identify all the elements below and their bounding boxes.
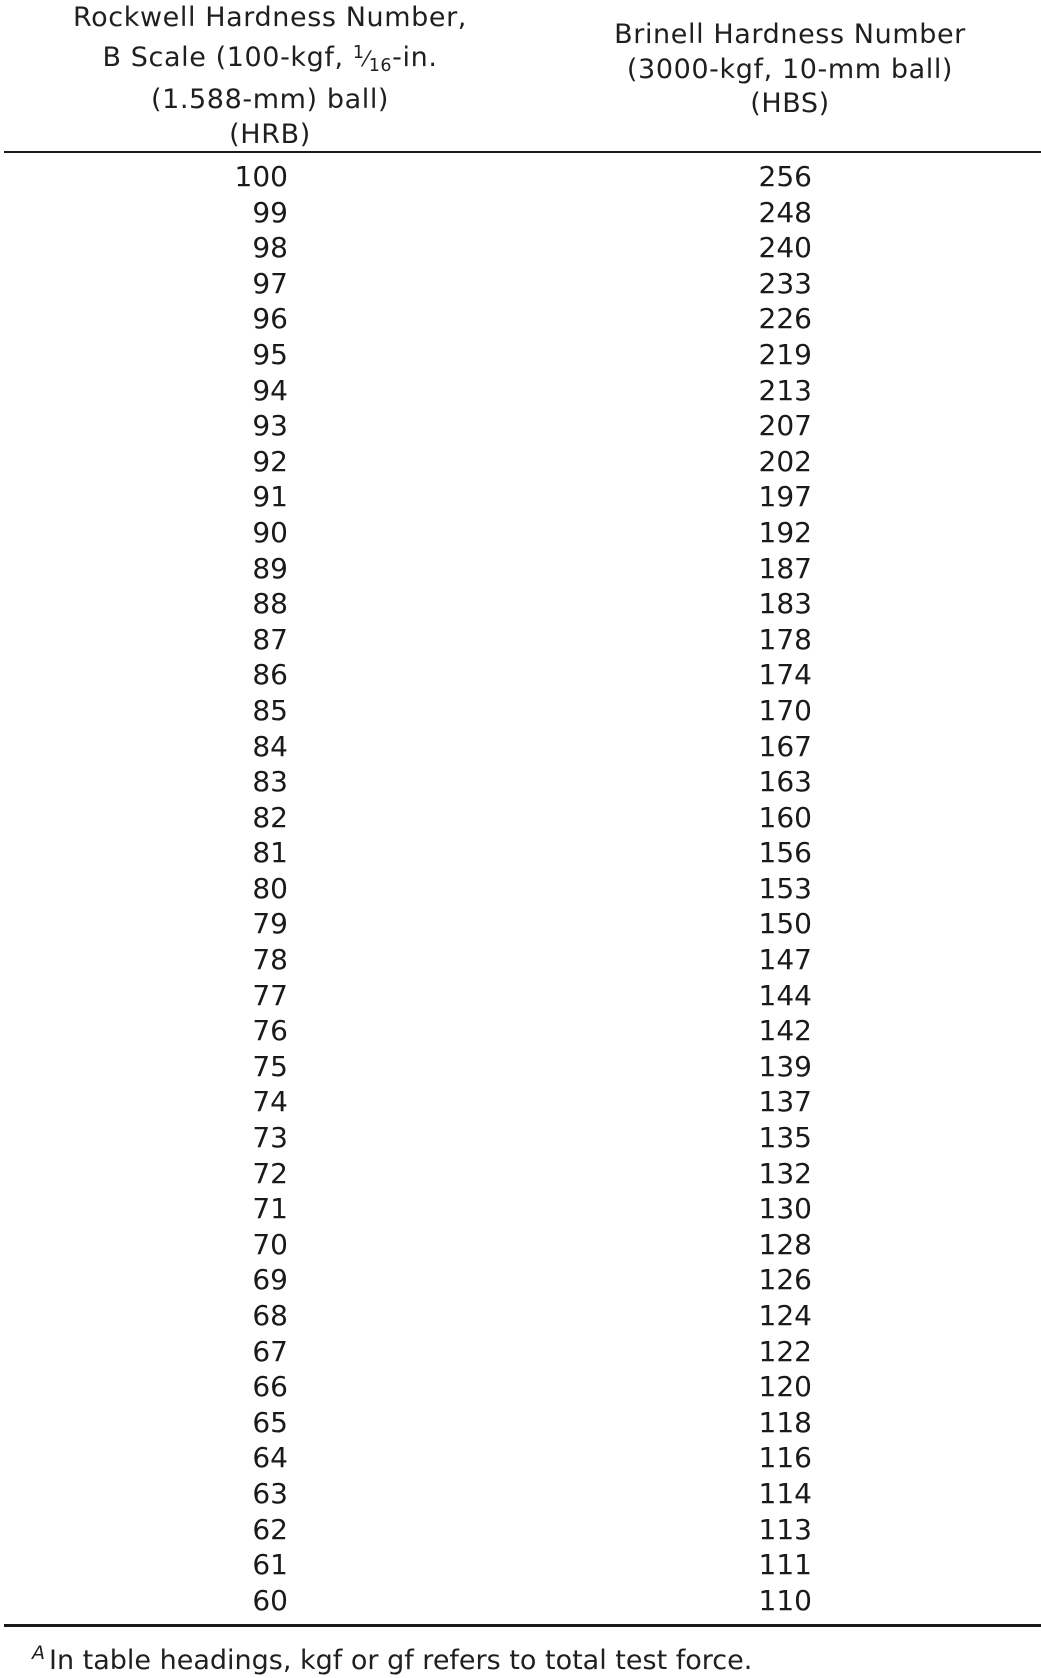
cell-hbs: 114: [758, 1476, 812, 1510]
table-row: [0, 764, 1041, 800]
cell-hbs: 167: [758, 729, 812, 763]
table-row: [0, 230, 1041, 266]
cell-hrb: 93: [252, 409, 288, 443]
column-header-hbs: [560, 18, 1020, 122]
cell-hrb: 83: [252, 765, 288, 799]
cell-hrb: 77: [252, 978, 288, 1012]
table-row: [0, 1084, 1041, 1120]
table-row: [0, 1013, 1041, 1049]
cell-hbs: 213: [758, 373, 812, 407]
cell-hbs: 174: [758, 658, 812, 692]
cell-hrb: 96: [252, 302, 288, 336]
header-hbs-line-3: (HBS): [750, 88, 830, 119]
header-hrb-line-4: (HRB): [229, 118, 311, 150]
footnote-text: In table headings, kgf or gf refers to total test force.: [49, 1645, 753, 1676]
cell-hrb: 61: [252, 1548, 288, 1582]
cell-hrb: 89: [252, 551, 288, 585]
cell-hrb: 85: [252, 693, 288, 727]
cell-hbs: 240: [758, 231, 812, 265]
cell-hbs: 156: [758, 836, 812, 870]
cell-hrb: 81: [252, 836, 288, 870]
table-row: [0, 871, 1041, 907]
cell-hbs: 178: [758, 622, 812, 656]
cell-hrb: 76: [252, 1014, 288, 1048]
cell-hrb: 97: [252, 266, 288, 300]
cell-hrb: 90: [252, 515, 288, 549]
header-hrb-fraction: [352, 42, 393, 76]
table-row: [0, 337, 1041, 373]
fraction-denominator: 16: [368, 55, 393, 76]
cell-hbs: 153: [758, 871, 812, 905]
table-row: [0, 1547, 1041, 1583]
cell-hbs: 116: [758, 1441, 812, 1475]
cell-hbs: 111: [758, 1548, 812, 1582]
cell-hbs: 128: [758, 1227, 812, 1261]
cell-hrb: 94: [252, 373, 288, 407]
fraction-slash: ⁄: [364, 46, 369, 71]
cell-hbs: 122: [758, 1334, 812, 1368]
table-row: [0, 1049, 1041, 1085]
cell-hrb: 68: [252, 1299, 288, 1332]
cell-hrb: 98: [252, 231, 288, 265]
cell-hrb: 92: [252, 444, 288, 478]
cell-hbs: 144: [758, 978, 812, 1012]
cell-hrb: 99: [252, 195, 288, 229]
table-row: [0, 1156, 1041, 1192]
table-row: [0, 586, 1041, 622]
table-row: [0, 693, 1041, 729]
cell-hrb: 74: [252, 1085, 288, 1119]
table-row: [0, 978, 1041, 1014]
table-row: [0, 515, 1041, 551]
cell-hbs: 147: [758, 943, 812, 977]
table-row: [0, 1583, 1041, 1619]
header-hrb-line-2-text: B Scale (100-kgf,: [102, 41, 353, 73]
header-hrb-line-2: [40, 36, 500, 84]
table-row: [0, 444, 1041, 480]
cell-hrb: 80: [252, 871, 288, 905]
cell-hbs: 139: [758, 1049, 812, 1083]
cell-hbs: 233: [758, 266, 812, 300]
cell-hbs: 124: [758, 1299, 812, 1332]
header-hbs-line-2: (3000-kgf, 10-mm ball): [626, 53, 954, 85]
footer-rule: [4, 1624, 1041, 1627]
cell-hbs: 256: [758, 160, 812, 193]
cell-hbs: 137: [758, 1085, 812, 1119]
table-row: [0, 551, 1041, 587]
table-row: [0, 1298, 1041, 1334]
table-row: [0, 1334, 1041, 1370]
table-row: [0, 479, 1041, 515]
table-row: [0, 1369, 1041, 1405]
cell-hbs: 248: [758, 195, 812, 229]
cell-hbs: 142: [758, 1014, 812, 1048]
cell-hbs: 120: [758, 1370, 812, 1404]
table-row: [0, 1476, 1041, 1512]
table-row: [0, 301, 1041, 337]
cell-hbs: 135: [758, 1121, 812, 1155]
table-row: [0, 1120, 1041, 1156]
table-header: [0, 0, 1041, 152]
cell-hrb: 62: [252, 1512, 288, 1546]
cell-hbs: 160: [758, 800, 812, 834]
table-body: [0, 159, 1041, 1618]
table-row: [0, 266, 1041, 302]
header-hrb-line-3: (1.588-mm) ball): [150, 84, 390, 116]
table-row: [0, 1191, 1041, 1227]
table-row: [0, 373, 1041, 409]
cell-hbs: 187: [758, 551, 812, 585]
table-row: [0, 622, 1041, 658]
table-row: [0, 800, 1041, 836]
cell-hrb: 84: [252, 729, 288, 763]
cell-hrb: 79: [252, 907, 288, 941]
cell-hbs: 226: [758, 302, 812, 336]
cell-hbs: 113: [758, 1512, 812, 1546]
cell-hbs: 150: [758, 907, 812, 941]
table-row: [0, 835, 1041, 871]
cell-hbs: 219: [758, 337, 812, 371]
cell-hrb: 70: [252, 1227, 288, 1261]
cell-hrb: 64: [252, 1441, 288, 1475]
column-header-hrb: [40, 1, 500, 152]
table-row: [0, 1440, 1041, 1476]
cell-hbs: 192: [758, 515, 812, 549]
cell-hrb: 73: [252, 1121, 288, 1155]
footnote: [32, 1636, 752, 1678]
table-row: [0, 408, 1041, 444]
cell-hbs: 118: [758, 1405, 812, 1439]
cell-hrb: 71: [252, 1192, 288, 1226]
footnote-marker: A: [32, 1642, 45, 1664]
table-row: [0, 1262, 1041, 1298]
cell-hbs: 202: [758, 444, 812, 478]
cell-hrb: 65: [252, 1405, 288, 1439]
cell-hbs: 207: [758, 409, 812, 443]
cell-hrb: 75: [252, 1049, 288, 1083]
header-hrb-line-1: Rockwell Hardness Number,: [73, 2, 467, 33]
cell-hrb: 88: [252, 587, 288, 621]
table-row: [0, 1405, 1041, 1441]
table-row: [0, 729, 1041, 765]
cell-hrb: 66: [252, 1370, 288, 1404]
cell-hbs: 197: [758, 480, 812, 514]
cell-hbs: 126: [758, 1263, 812, 1297]
cell-hbs: 130: [758, 1192, 812, 1226]
cell-hrb: 91: [252, 480, 288, 514]
cell-hrb: 86: [252, 658, 288, 692]
cell-hrb: 67: [252, 1334, 288, 1368]
table-row: [0, 657, 1041, 693]
cell-hrb: 82: [252, 800, 288, 834]
cell-hrb: 87: [252, 622, 288, 656]
table-row: [0, 195, 1041, 231]
cell-hbs: 183: [758, 587, 812, 621]
header-hrb-line-2-unit: -in.: [392, 41, 438, 73]
cell-hbs: 170: [758, 693, 812, 727]
fraction-numerator: 1: [352, 42, 365, 63]
cell-hbs: 110: [758, 1583, 812, 1617]
table-row: [0, 942, 1041, 978]
header-rule: [4, 151, 1041, 153]
cell-hrb: 95: [252, 337, 288, 371]
cell-hrb: 69: [252, 1263, 288, 1297]
cell-hrb: 60: [252, 1583, 288, 1617]
table-row: [0, 1227, 1041, 1263]
cell-hbs: 163: [758, 765, 812, 799]
cell-hrb: 100: [234, 160, 288, 193]
cell-hrb: 63: [252, 1476, 288, 1510]
table-row: [0, 906, 1041, 942]
cell-hrb: 72: [252, 1156, 288, 1190]
table-row: [0, 1512, 1041, 1548]
cell-hrb: 78: [252, 943, 288, 977]
header-hbs-line-1: Brinell Hardness Number: [614, 19, 966, 50]
cell-hbs: 132: [758, 1156, 812, 1190]
table-row: [0, 159, 1041, 195]
